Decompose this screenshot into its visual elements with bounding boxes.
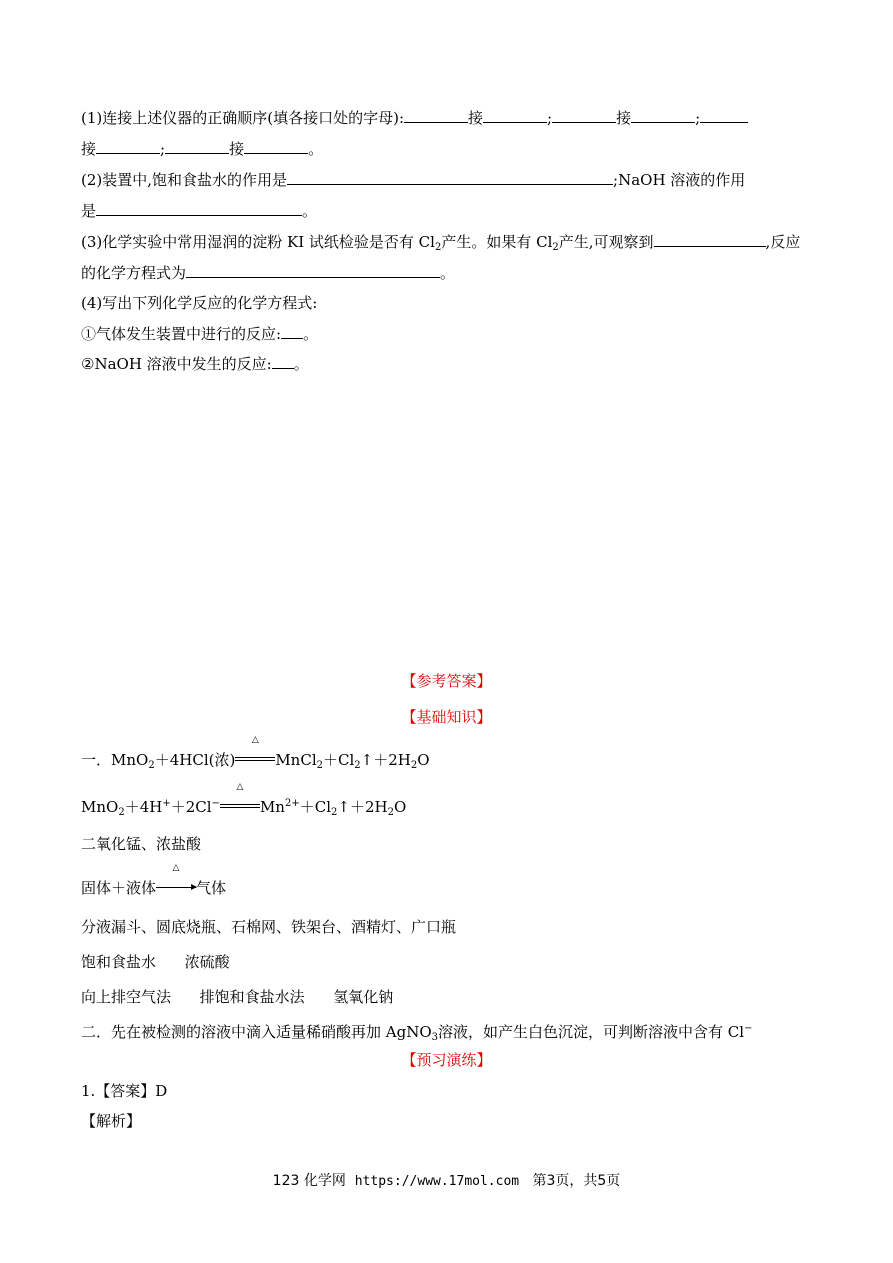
equation-2: MnO$_2$＋4H+＋2Cl− △ $Mn^{2+}+Cl_2↑+2H_2O$: [81, 782, 407, 818]
question-3-line-2: 的化学方程式为 。: [81, 264, 456, 282]
answer-1: 1.【答案】D: [81, 1082, 168, 1100]
heating-condition: [220, 782, 260, 817]
answer-blank[interactable]: [483, 107, 547, 123]
purification-line: 饱和食盐水 浓硫酸: [81, 953, 230, 971]
question-4-2: ②NaOH 溶液中发生的反应: 。: [81, 355, 309, 373]
page-number: 第3页，共5页: [532, 1173, 621, 1189]
answer-blank[interactable]: [287, 169, 613, 185]
question-4-1: ①气体发生装置中进行的反应: 。: [81, 325, 319, 343]
page-footer: [0, 1170, 893, 1190]
site-name: 123 化学网: [272, 1173, 346, 1189]
answer-blank[interactable]: [272, 353, 294, 369]
analysis-heading: 【解析】: [81, 1112, 142, 1130]
question-2-line-1: (2)装置中,饱和食盐水的作用是 ;NaOH 溶液的作用: [81, 171, 746, 189]
chloride-test-line: 二．先在被检测的溶液中滴入适量稀硝酸再加 AgNO$_3$溶液，如产生白色沉淀，可判断溶液中含有 Cl−: [81, 1023, 753, 1043]
site-url[interactable]: https://www.17mol.com: [354, 1174, 520, 1189]
question-3-line-1: (3)化学实验中常用湿润的淀粉 KI 试纸检验是否有 $Cl_2$产生。如果有 $Cl_2$产生,可观察到 ,反应: [81, 233, 801, 253]
answer-blank[interactable]: [404, 107, 468, 123]
answer-blank[interactable]: [281, 323, 303, 339]
answer-blank[interactable]: [552, 107, 616, 123]
equation-1: 一．MnO$_2$＋4HCl(浓) △ $MnCl_2+Cl_2↑+2H_2O$: [81, 735, 430, 771]
basic-knowledge-heading: 【基础知识】: [401, 708, 492, 726]
answer-blank[interactable]: [654, 231, 766, 247]
collection-line: 向上排空气法 排饱和食盐水法 氢氧化钠: [81, 988, 394, 1006]
question-4: (4)写出下列化学反应的化学方程式:: [81, 294, 318, 312]
answer-blank[interactable]: [96, 138, 160, 154]
answer-blank[interactable]: [700, 107, 748, 123]
equals-sign: [235, 757, 275, 761]
equals-sign: [220, 804, 260, 808]
answer-blank[interactable]: [165, 138, 229, 154]
question-1-line-2: 接 ; 接 。: [81, 140, 324, 158]
question-1-line-1: (1)连接上述仪器的正确顺序(填各接口处的字母): 接 ; 接 ;: [81, 107, 748, 128]
delta-icon: △: [236, 782, 244, 792]
answer-blank[interactable]: [96, 200, 302, 216]
apparatus-line: 分液漏斗、圆底烧瓶、石棉网、铁架台、酒精灯、广口瓶: [81, 918, 457, 936]
arrow-right-icon: [156, 887, 196, 888]
answer-blank[interactable]: [244, 138, 308, 154]
reagents-line: 二氧化锰、浓盐酸: [81, 835, 202, 853]
preview-practice-heading: 【预习演练】: [401, 1051, 492, 1069]
reference-answer-heading: 【参考答案】: [401, 672, 492, 690]
heating-condition: [235, 735, 275, 770]
question-2-line-2: 是 。: [81, 202, 318, 220]
reaction-type-line: 固体＋液体 △ 气体: [81, 863, 227, 897]
answer-blank[interactable]: [631, 107, 695, 123]
delta-icon: △: [251, 735, 259, 745]
answer-blank[interactable]: [186, 262, 440, 278]
heating-condition: [156, 863, 196, 898]
delta-icon: △: [172, 863, 180, 873]
